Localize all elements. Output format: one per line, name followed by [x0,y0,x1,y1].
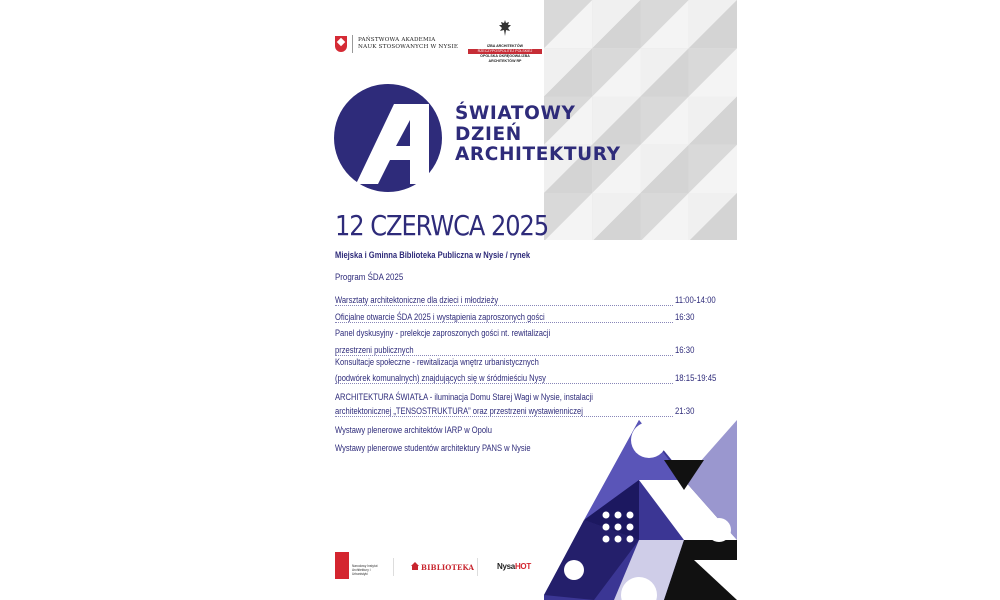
program-title: Program ŚDA 2025 [335,272,404,282]
logo-divider [352,35,353,53]
nysahot-part2: HOT [514,562,531,571]
program-item-text: Wystawy plenerowe studentów architektury PANS w Nysie [335,443,531,453]
eagle-icon [498,19,512,37]
nysahot-logo [497,562,531,571]
niau-logo-text: Narodowy Instytut Architektury i Urbanistyki [352,564,378,576]
sarp-line2: ARCHITEKTÓW RP [488,59,522,63]
sarp-bar-text: RZECZYPOSPOLITEJ POLSKIEJ [468,49,542,54]
partner-logos [335,552,545,582]
program-item-text: Konsultacje społeczne - rewitalizacja wnętrz urbanistycznych [335,357,539,367]
library-icon [411,562,419,570]
pans-name-line1: PAŃSTWOWA AKADEMIA [358,37,436,43]
program-item-text: przestrzeni publicznych [335,345,414,355]
program-item-text: Panel dyskusyjny - prelekcje zaproszonych gości nt. rewitalizacji [335,328,551,338]
dotted-leader [335,305,673,306]
dotted-leader [335,322,673,323]
title-line2: DZIEŃ [455,123,522,145]
program-item-text: Warsztaty architektoniczne dla dzieci i młodzieży [335,295,499,305]
title-line3: ARCHITEKTURY [455,144,621,165]
dotted-leader [335,383,673,384]
sarp-top-text: IZBA ARCHITEKTÓW [486,44,524,48]
dotted-leader [335,416,673,417]
program-item-text: ARCHITEKTURA ŚWIATŁA - iluminacja Domu Starej Wagi w Nysie, instalacji [335,392,593,402]
program-item-text: (podwórek komunalnych) znajdujących się w śródmieściu Nysy [335,373,546,383]
program-item-time: 21:30 [675,406,695,416]
program-item-time: 16:30 [675,312,695,322]
pans-crest-icon [335,36,347,52]
program-item-text: Oficjalne otwarcie ŚDA 2025 i wystąpienia zaproszonych gości [335,312,545,322]
poster [263,0,737,600]
title-line1: ŚWIATOWY [455,103,576,124]
library-logo-text: BIBLIOTEKA [421,563,475,572]
logo-divider [477,558,478,576]
sarp-line1: OPOLSKA OKRĘGOWA IZBA [480,54,530,58]
program-item-time: 11:00-14:00 [675,295,716,305]
nysahot-part1: Nysa [497,562,515,571]
sarp-logo [468,19,542,64]
architecture-a-logo-icon [334,84,442,192]
program-item-text: Wystawy plenerowe architektów IARP w Opolu [335,425,492,435]
event-date: 12 CZERWCA 2025 [335,209,549,242]
pans-logo [335,35,458,53]
pans-name-line2: NAUK STOSOWANYCH W NYSIE [358,44,459,50]
event-venue: Miejska i Gminna Biblioteka Publiczna w Nysie / rynek [335,250,531,261]
program-item-time: 18:15-19:45 [675,373,717,383]
program-item-text: architektonicznej „TENSOSTRUKTURA” oraz przestrzeni wystawienniczej [335,406,583,416]
geometric-pattern-bottom [544,420,737,600]
program-item-time: 16:30 [675,345,695,355]
niau-logo-icon [335,552,349,579]
logo-divider [393,558,394,576]
event-title [455,104,621,166]
